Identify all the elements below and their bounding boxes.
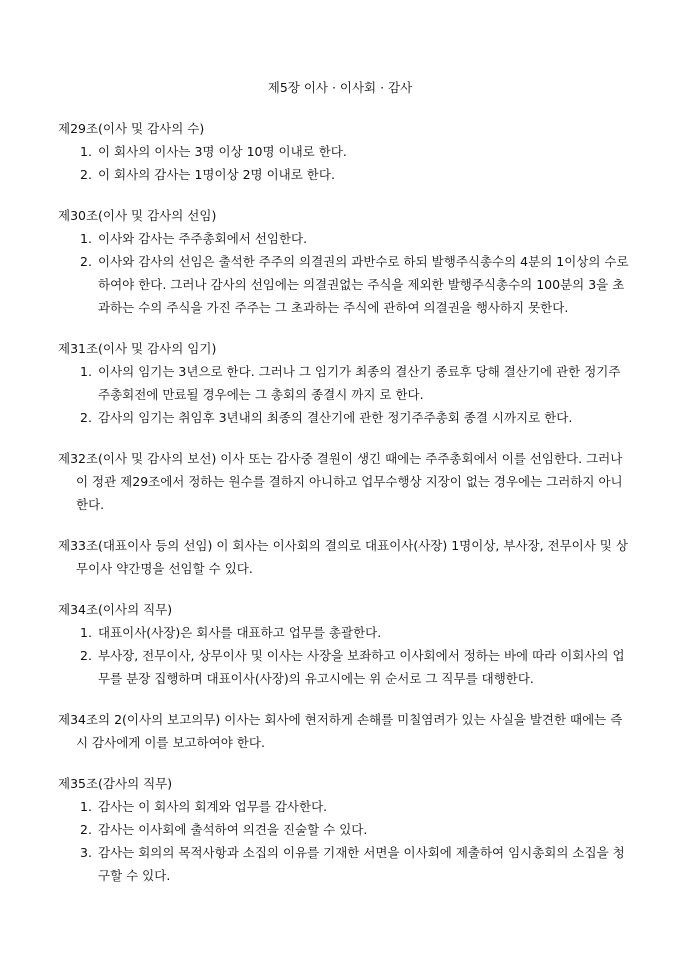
chapter-title: 제5장 이사 · 이사회 · 감사	[267, 80, 413, 95]
article-35	[58, 772, 630, 887]
item-number: 3.	[80, 845, 92, 860]
article-29	[58, 117, 630, 186]
item-text: 감사는 이 회사의 회계와 업무를 감사한다.	[98, 799, 328, 814]
list-item	[58, 360, 630, 406]
article-30	[58, 204, 630, 319]
item-text: 이사의 임기는 3년으로 한다. 그러나 그 임기가 최종의 결산기 종료후 당해 결산기에 관한 정기주주총회전에 만료될 경우에는 그 총회의 종결시 까지 로 한다.	[98, 364, 621, 402]
item-number: 2.	[80, 410, 92, 425]
list-item	[58, 406, 630, 429]
article-items	[58, 227, 630, 319]
articles	[58, 117, 630, 905]
item-number: 1.	[80, 625, 92, 640]
article-text: 제32조(이사 및 감사의 보선) 이사 또는 감사중 결원이 생긴 때에는 주주총회에서 이를 선임한다. 그러나 이 정관 제29조에서 정하는 원수를 결하지 아니하고 업무수행상 지장이 없는 경우에는 그러하지 아니한다.	[58, 451, 623, 512]
article-heading: 제30조(이사 및 감사의 선임)	[58, 208, 217, 223]
item-number: 1.	[80, 799, 92, 814]
article-items	[58, 795, 630, 887]
article-text: 제33조(대표이사 등의 선임) 이 회사는 이사회의 결의로 대표이사(사장) 1명이상, 부사장, 전무이사 및 상무이사 약간명을 선임할 수 있다.	[58, 538, 628, 576]
list-item	[58, 140, 630, 163]
item-text: 감사는 이사회에 출석하여 의견을 진술할 수 있다.	[98, 822, 368, 837]
item-text: 감사는 회의의 목적사항과 소집의 이유를 기재한 서면을 이사회에 제출하여 임시총회의 소집을 청구할 수 있다.	[98, 845, 625, 883]
item-number: 1.	[80, 364, 92, 379]
article-33	[58, 534, 630, 580]
list-item	[58, 795, 630, 818]
item-text: 이 회사의 이사는 3명 이상 10명 이내로 한다.	[98, 144, 347, 159]
article-items	[58, 360, 630, 429]
article-31	[58, 337, 630, 429]
list-item	[58, 163, 630, 186]
list-item	[58, 841, 630, 887]
article-text: 제34조의 2(이사의 보고의무) 이사는 회사에 현저하게 손해를 미칠염려가 있는 사실을 발견한 때에는 즉시 감사에게 이를 보고하여야 한다.	[58, 712, 623, 750]
item-text: 부사장, 전무이사, 상무이사 및 이사는 사장을 보좌하고 이사회에서 정하는 바에 따라 이회사의 업무를 분장 집행하며 대표이사(사장)의 유고시에는 위 순서로 그 직무를 대행한다.	[98, 648, 625, 686]
article-items	[58, 140, 630, 186]
list-item	[58, 250, 630, 319]
item-number: 1.	[80, 144, 92, 159]
item-number: 2.	[80, 167, 92, 182]
item-number: 2.	[80, 648, 92, 663]
item-text: 대표이사(사장)은 회사를 대표하고 업무를 총괄한다.	[98, 625, 382, 640]
article-heading: 제34조(이사의 직무)	[58, 602, 173, 617]
item-text: 이 회사의 감사는 1명이상 2명 이내로 한다.	[98, 167, 335, 182]
list-item	[58, 644, 630, 690]
item-number: 2.	[80, 254, 92, 269]
list-item	[58, 227, 630, 250]
list-item	[58, 818, 630, 841]
item-text: 이사와 감사는 주주총회에서 선임한다.	[98, 231, 308, 246]
article-34-2	[58, 708, 630, 754]
article-heading: 제29조(이사 및 감사의 수)	[58, 121, 205, 136]
item-text: 이사와 감사의 선임은 출석한 주주의 의결권의 과반수로 하되 발행주식총수의 4분의 1이상의 수로 하여야 한다. 그러나 감사의 선임에는 의결권없는 주식을 제외한 발행주식총수의 100분의 3을 초과하는 수의 주식을 가진 주주는 그 초과하는 주식에 관하여 의결권을 행사하지 못한다.	[98, 254, 629, 315]
article-heading: 제35조(감사의 직무)	[58, 776, 173, 791]
article-34	[58, 598, 630, 690]
item-number: 2.	[80, 822, 92, 837]
article-32	[58, 447, 630, 516]
article-heading: 제31조(이사 및 감사의 임기)	[58, 341, 217, 356]
article-items	[58, 621, 630, 690]
list-item	[58, 621, 630, 644]
item-text: 감사의 임기는 취임후 3년내의 최종의 결산기에 관한 정기주주총회 종결 시까지로 한다.	[98, 410, 573, 425]
item-number: 1.	[80, 231, 92, 246]
